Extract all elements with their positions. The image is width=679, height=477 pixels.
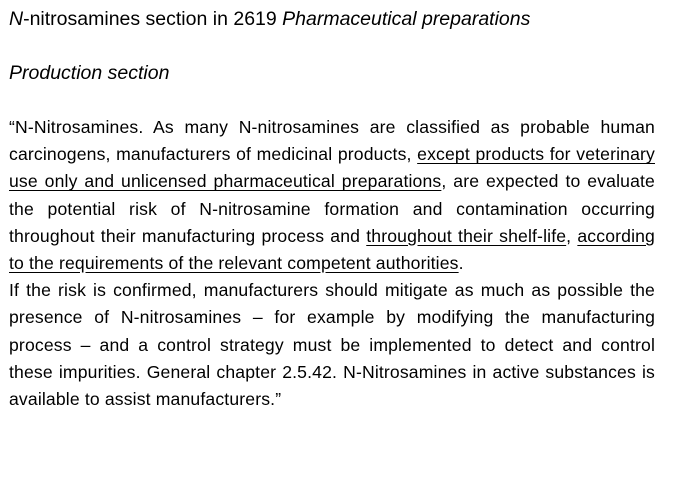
paragraph-2: If the risk is confirmed, manufacturers should mitigate as much as possible the presence of N-nitrosamines – for example by modifying the manufacturing process – and a control strategy must be implemented to detect and control these impurities. General chapter 2.5.42. N-Nitrosamines in active substances is available to assist manufacturers.” [9,280,655,410]
heading-text: -nitrosamines section in 2619 [23,8,283,30]
p1-text-3: , [566,225,578,246]
p1-underlined-authorities: according to the requirements of the relevant competent authorities [9,225,655,274]
quoted-text [9,114,655,413]
heading-title-italic: Pharmaceutical preparations [282,8,531,30]
heading-italic-prefix: N [9,8,24,30]
subsection-heading: Production section [9,62,170,84]
p1-text-4: . [458,253,464,274]
section-heading [9,8,530,30]
p1-text-1: “N-Nitrosamines. As many N-nitrosamines are classified as probable human carcinogens, manufacturers of medicinal products, [9,117,655,165]
p1-text-2: , are expected to evaluate the potential risk of N-nitrosamine formation and contamination occurring throughout their manufacturing process and [9,171,655,246]
p1-underlined-shelf-life: throughout their shelf-life [366,225,567,246]
p1-underlined-exception: except products for veterinary use only and unlicensed pharmaceutical preparations [9,144,655,192]
paragraph-1 [9,114,655,277]
